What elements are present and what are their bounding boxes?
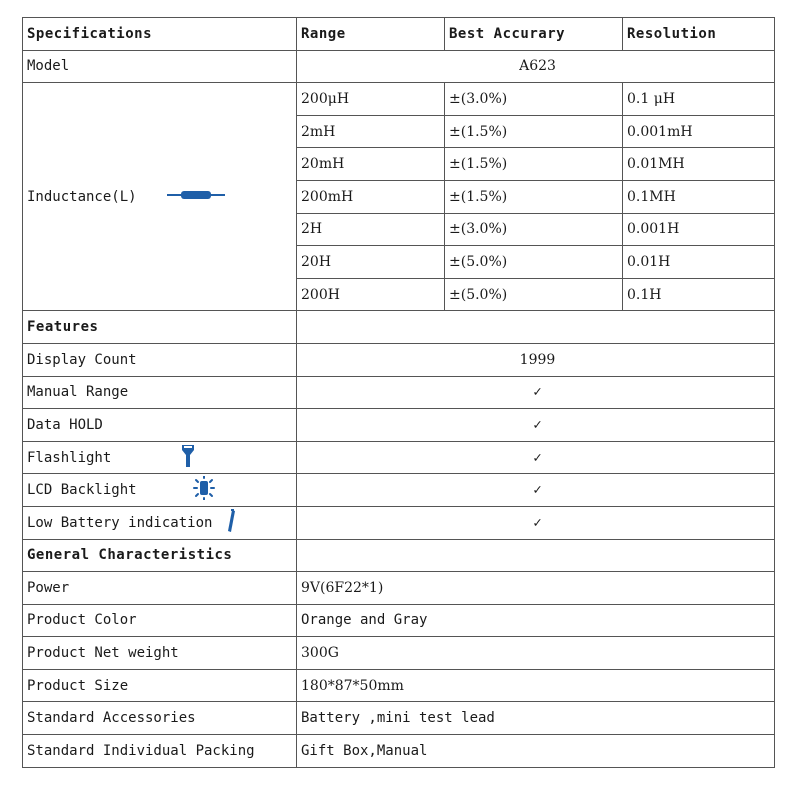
feature-row: [23, 474, 775, 507]
general-label: Standard Accessories: [23, 702, 297, 735]
features-header-row: [23, 311, 775, 344]
model-value: A623: [297, 50, 775, 83]
inductance-label: Inductance(L): [27, 188, 137, 205]
feature-label-cell: [23, 506, 297, 539]
feature-row: [23, 441, 775, 474]
feature-check: ✓: [297, 506, 775, 539]
inductance-accuracy: ±(1.5%): [445, 115, 623, 148]
general-label: Product Size: [23, 669, 297, 702]
general-value: Orange and Gray: [297, 604, 775, 637]
inductance-resolution: 0.001mH: [623, 115, 775, 148]
inductor-icon: [167, 189, 225, 205]
inductance-accuracy: ±(3.0%): [445, 213, 623, 246]
inductance-row: [23, 83, 775, 116]
general-row: [23, 637, 775, 670]
feature-label: Flashlight: [27, 449, 112, 466]
inductance-resolution: 0.001H: [623, 213, 775, 246]
header-accuracy: Best Accurary: [445, 18, 623, 51]
feature-row: [23, 409, 775, 442]
general-label: Product Color: [23, 604, 297, 637]
general-header-empty: [297, 539, 775, 572]
inductance-range: 20H: [297, 246, 445, 279]
general-row: [23, 702, 775, 735]
inductance-range: 20mH: [297, 148, 445, 181]
flashlight-icon: [181, 444, 195, 472]
general-label: Power: [23, 572, 297, 605]
feature-check: ✓: [297, 376, 775, 409]
feature-label: LCD Backlight: [27, 482, 137, 499]
inductance-range: 2H: [297, 213, 445, 246]
general-row: [23, 735, 775, 768]
general-row: [23, 572, 775, 605]
model-label: Model: [23, 50, 297, 83]
inductance-range: 200mH: [297, 180, 445, 213]
model-row: [23, 50, 775, 83]
feature-label: Low Battery indication: [27, 514, 213, 531]
feature-check: ✓: [297, 474, 775, 507]
spec-table: [22, 17, 775, 768]
inductance-accuracy: ±(1.5%): [445, 180, 623, 213]
features-title: Features: [23, 311, 297, 344]
inductance-range: 200μH: [297, 83, 445, 116]
battery-icon: [226, 509, 236, 537]
inductance-accuracy: ±(1.5%): [445, 148, 623, 181]
feature-check: ✓: [297, 409, 775, 442]
feature-row: [23, 376, 775, 409]
inductance-resolution: 0.1MH: [623, 180, 775, 213]
inductance-range: 2mH: [297, 115, 445, 148]
inductance-range: 200H: [297, 278, 445, 311]
general-row: [23, 669, 775, 702]
general-label: Standard Individual Packing: [23, 735, 297, 768]
header-resolution: Resolution: [623, 18, 775, 51]
feature-row: [23, 506, 775, 539]
header-row: [23, 18, 775, 51]
general-title: General Characteristics: [23, 539, 297, 572]
inductance-accuracy: ±(3.0%): [445, 83, 623, 116]
feature-label: Manual Range: [23, 376, 297, 409]
general-value: 9V(6F22*1): [297, 572, 775, 605]
feature-label-cell: [23, 474, 297, 507]
general-value: Battery ,mini test lead: [297, 702, 775, 735]
general-value: 180*87*50mm: [297, 669, 775, 702]
backlight-icon: [193, 476, 215, 504]
feature-value: 1999: [297, 343, 775, 376]
general-value: Gift Box,Manual: [297, 735, 775, 768]
features-header-empty: [297, 311, 775, 344]
inductance-resolution: 0.01H: [623, 246, 775, 279]
general-row: [23, 604, 775, 637]
feature-label-cell: [23, 441, 297, 474]
inductance-resolution: 0.1H: [623, 278, 775, 311]
inductance-resolution: 0.01MH: [623, 148, 775, 181]
feature-check: ✓: [297, 441, 775, 474]
inductance-accuracy: ±(5.0%): [445, 278, 623, 311]
inductance-label-cell: [23, 83, 297, 311]
inductance-resolution: 0.1 μH: [623, 83, 775, 116]
general-header-row: [23, 539, 775, 572]
general-value: 300G: [297, 637, 775, 670]
header-range: Range: [297, 18, 445, 51]
feature-label: Display Count: [23, 343, 297, 376]
inductance-accuracy: ±(5.0%): [445, 246, 623, 279]
general-label: Product Net weight: [23, 637, 297, 670]
feature-row: [23, 343, 775, 376]
feature-label: Data HOLD: [23, 409, 297, 442]
header-specifications: Specifications: [23, 18, 297, 51]
